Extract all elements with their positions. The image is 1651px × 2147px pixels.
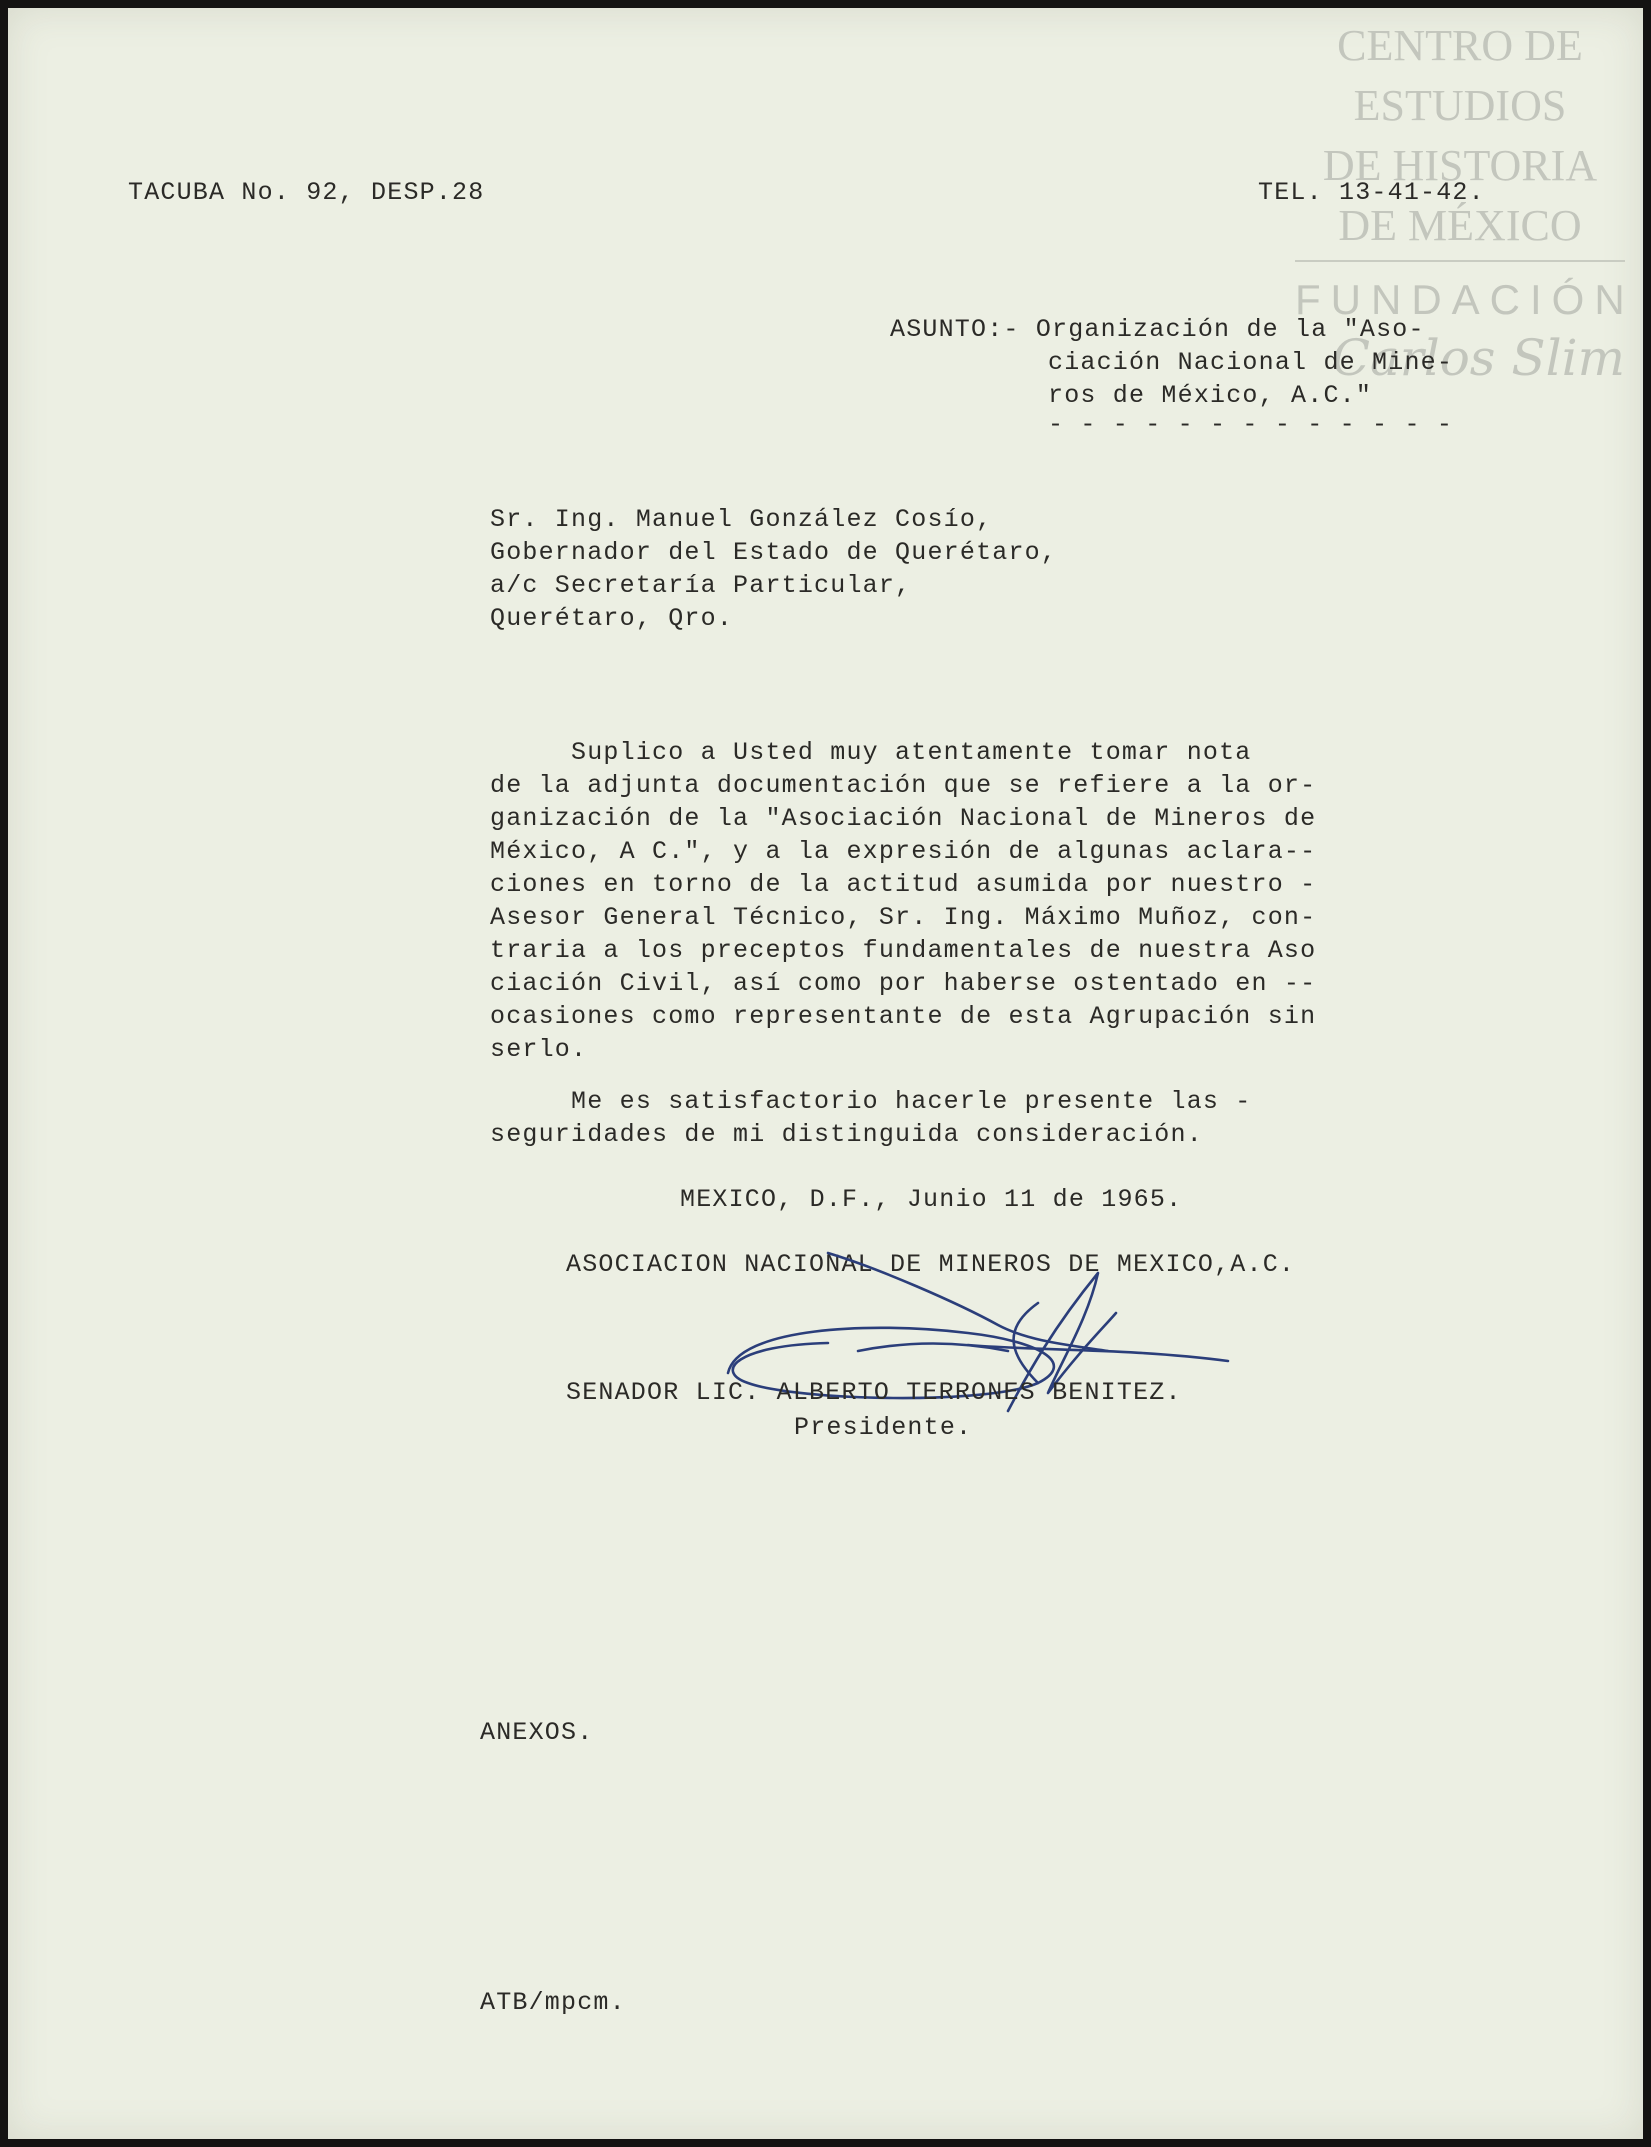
watermark-foundation: FUNDACIÓN: [1295, 276, 1635, 323]
subject-rule: - - - - - - - - - - - - -: [1048, 410, 1454, 439]
watermark-line: ESTUDIOS: [1353, 81, 1567, 130]
body-line: México, A C.", y a la expresión de algunas aclara--: [490, 837, 1317, 866]
body-line: ciación Civil, así como por haberse ostentado en --: [490, 969, 1317, 998]
subject-line: ros de México, A.C.": [1048, 381, 1373, 410]
watermark-line: DE HISTORIA: [1322, 141, 1598, 190]
recipient-line: Gobernador del Estado de Querétaro,: [490, 538, 1058, 567]
attachments-note: ANEXOS.: [480, 1718, 594, 1747]
subject-line: ASUNTO:- Organización de la "Aso-: [890, 315, 1425, 344]
body-line: de la adjunta documentación que se refiere a la or-: [490, 771, 1317, 800]
watermark-line: CENTRO DE: [1337, 21, 1583, 70]
body-line: Suplico a Usted muy atentamente tomar nota: [490, 738, 1252, 767]
recipient-line: Sr. Ing. Manuel González Cosío,: [490, 505, 993, 534]
body-line: ciones en torno de la actitud asumida por nuestro -: [490, 870, 1317, 899]
signer-name: SENADOR LIC. ALBERTO TERRONES BENITEZ.: [566, 1378, 1182, 1407]
recipient-block: [490, 503, 1057, 635]
subject-line: ciación Nacional de Mine-: [1048, 348, 1454, 377]
body-line: serlo.: [490, 1035, 588, 1064]
recipient-line: Querétaro, Qro.: [490, 604, 734, 633]
watermark-line: DE MÉXICO: [1338, 201, 1582, 250]
body-line: ganización de la "Asociación Nacional de Mineros de: [490, 804, 1317, 833]
body-paragraph-2: [490, 1085, 1252, 1151]
closing-date: MEXICO, D.F., Junio 11 de 1965.: [680, 1185, 1183, 1214]
letterhead-address: TACUBA No. 92, DESP.28: [128, 178, 485, 207]
recipient-line: a/c Secretaría Particular,: [490, 571, 912, 600]
body-line: seguridades de mi distinguida consideración.: [490, 1120, 1203, 1149]
body-line: Me es satisfactorio hacerle presente las -: [490, 1087, 1252, 1116]
body-line: ocasiones como representante de esta Agrupación sin: [490, 1002, 1317, 1031]
body-line: traria a los preceptos fundamentales de nuestra Aso: [490, 936, 1317, 965]
watermark-rule: [1295, 260, 1625, 262]
letterhead-phone: TEL. 13-41-42.: [1258, 178, 1485, 207]
body-line: Asesor General Técnico, Sr. Ing. Máximo Muñoz, con-: [490, 903, 1317, 932]
reference-initials: ATB/mpcm.: [480, 1988, 626, 2017]
watermark-script: Carlos Slim: [1331, 329, 1625, 387]
body-paragraph-1: [490, 736, 1316, 1066]
signer-title: Presidente.: [794, 1413, 973, 1442]
closing-organization: ASOCIACION NACIONAL DE MINEROS DE MEXICO,A.C.: [566, 1250, 1296, 1279]
letter-page: [8, 8, 1643, 2139]
